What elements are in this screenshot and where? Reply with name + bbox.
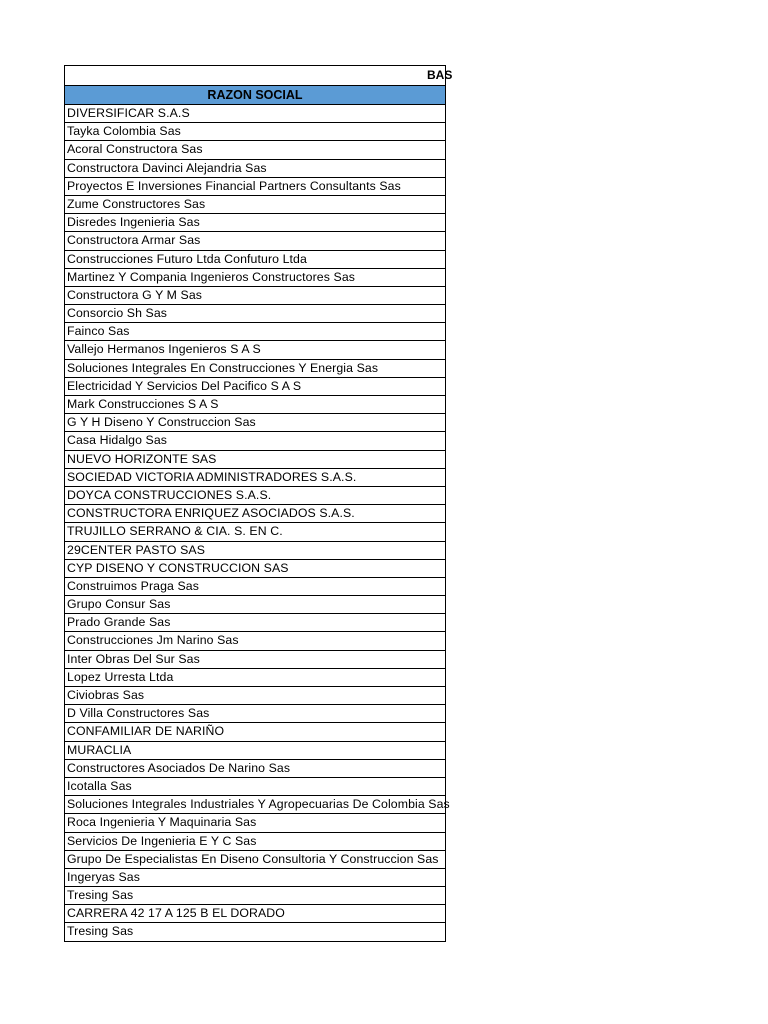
table-row[interactable]: Soluciones Integrales Industriales Y Agropecuarias De Colombia Sas	[65, 796, 445, 814]
column-header-razon-social[interactable]: RAZON SOCIAL	[65, 86, 445, 105]
table-row[interactable]: CONSTRUCTORA ENRIQUEZ ASOCIADOS S.A.S.	[65, 505, 445, 523]
table-row[interactable]: Servicios De Ingenieria E Y C Sas	[65, 833, 445, 851]
table-row[interactable]: D Villa Constructores Sas	[65, 705, 445, 723]
table-row[interactable]: Construimos Praga Sas	[65, 578, 445, 596]
title-row	[65, 66, 453, 86]
table-row[interactable]: CONFAMILIAR DE NARIÑO	[65, 723, 445, 741]
table-row[interactable]: Inter Obras Del Sur Sas	[65, 651, 445, 669]
table-row[interactable]: Construcciones Jm Narino Sas	[65, 632, 445, 650]
table-row[interactable]: Constructora G Y M Sas	[65, 287, 445, 305]
table-row[interactable]: Ingeryas Sas	[65, 869, 445, 887]
table-row[interactable]: DOYCA CONSTRUCCIONES S.A.S.	[65, 487, 445, 505]
table-row[interactable]: NUEVO HORIZONTE SAS	[65, 451, 445, 469]
table-row[interactable]: Vallejo Hermanos Ingenieros S A S	[65, 341, 445, 359]
table-row[interactable]: Tresing Sas	[65, 887, 445, 905]
table-row[interactable]: Construcciones Futuro Ltda Confuturo Ltda	[65, 251, 445, 269]
table-row[interactable]: Icotalla Sas	[65, 778, 445, 796]
table-row[interactable]: Consorcio Sh Sas	[65, 305, 445, 323]
table-row[interactable]: MURACLIA	[65, 742, 445, 760]
table-row[interactable]: Fainco Sas	[65, 323, 445, 341]
table-row[interactable]: Mark Construcciones S A S	[65, 396, 445, 414]
table-row[interactable]: Roca Ingenieria Y Maquinaria Sas	[65, 814, 445, 832]
table-row[interactable]: CYP DISENO Y CONSTRUCCION SAS	[65, 560, 445, 578]
spreadsheet-table	[64, 65, 453, 942]
table-row[interactable]: G Y H Diseno Y Construccion Sas	[65, 414, 445, 432]
table-row[interactable]: Constructora Armar Sas	[65, 232, 445, 250]
table-row[interactable]: Lopez Urresta Ltda	[65, 669, 445, 687]
table-row[interactable]: Constructores Asociados De Narino Sas	[65, 760, 445, 778]
table-row[interactable]: Disredes Ingenieria Sas	[65, 214, 445, 232]
table-row[interactable]: CARRERA 42 17 A 125 B EL DORADO	[65, 905, 445, 923]
table-row[interactable]: Civiobras Sas	[65, 687, 445, 705]
table-row[interactable]: TRUJILLO SERRANO & CIA. S. EN C.	[65, 523, 445, 541]
table-row[interactable]: Zume Constructores Sas	[65, 196, 445, 214]
table-row[interactable]: Acoral Constructora Sas	[65, 141, 445, 159]
table-row[interactable]: Grupo Consur Sas	[65, 596, 445, 614]
sheet-title: BAS	[427, 68, 453, 82]
table-row[interactable]: DIVERSIFICAR S.A.S	[65, 105, 445, 123]
table-row[interactable]: 29CENTER PASTO SAS	[65, 542, 445, 560]
table-row[interactable]: Tresing Sas	[65, 923, 445, 941]
table-body	[65, 105, 450, 942]
table-row[interactable]: Soluciones Integrales En Construcciones Y Energia Sas	[65, 360, 445, 378]
table-row[interactable]: Constructora Davinci Alejandria Sas	[65, 160, 445, 178]
table-row[interactable]: Grupo De Especialistas En Diseno Consultoria Y Construccion Sas	[65, 851, 445, 869]
table-row[interactable]: Proyectos E Inversiones Financial Partners Consultants Sas	[65, 178, 445, 196]
table-row[interactable]: Casa Hidalgo Sas	[65, 432, 445, 450]
table-row[interactable]: SOCIEDAD VICTORIA ADMINISTRADORES S.A.S.	[65, 469, 445, 487]
table-row[interactable]: Tayka Colombia Sas	[65, 123, 445, 141]
table-row[interactable]: Martinez Y Compania Ingenieros Constructores Sas	[65, 269, 445, 287]
table-row[interactable]: Prado Grande Sas	[65, 614, 445, 632]
table-row[interactable]: Electricidad Y Servicios Del Pacifico S A S	[65, 378, 445, 396]
